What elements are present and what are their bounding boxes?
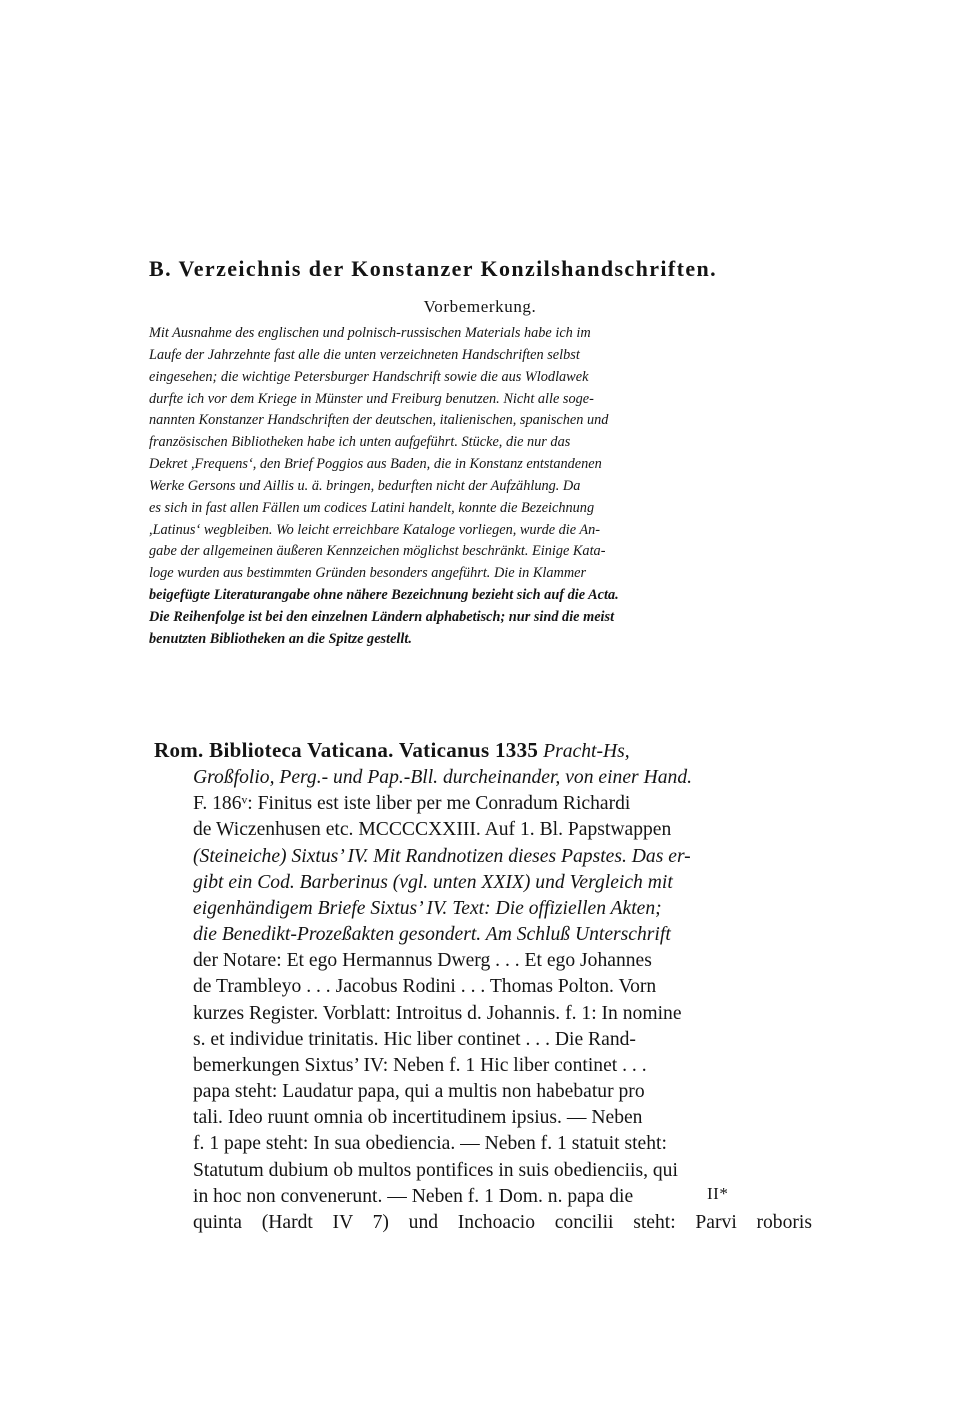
preface-line: nannten Konstanzer Handschriften der deutschen, italienischen, spanischen und [149, 412, 609, 429]
entry-line: quinta (Hardt IV 7) und Inchoacio concilii steht: Parvi roboris [193, 1211, 812, 1233]
entry-first-line [154, 737, 812, 765]
entry-line: de Trambleyo . . . Jacobus Rodini . . . Thomas Polton. Vorn [193, 976, 657, 998]
preface-line: gabe der allgemeinen äußeren Kennzeichen möglichst beschränkt. Einige Kata- [149, 543, 606, 560]
signature-mark: II* [707, 1184, 729, 1203]
entry-line: F. 186ᵛ: Finitus est iste liber per me Conradum Richardi [193, 793, 631, 815]
entry-line: s. et individue trinitatis. Hic liber continet . . . Die Rand- [193, 1028, 636, 1050]
preface-line: beigefügte Literaturangabe ohne nähere Bezeichnung bezieht sich auf die Acta. [149, 587, 619, 604]
preface-line: Mit Ausnahme des englischen und polnisch-russischen Materials habe ich im [149, 325, 591, 341]
entry-lead: Rom. Biblioteca Vaticana. Vaticanus 1335 [154, 738, 539, 762]
preface-paragraph [149, 323, 811, 651]
entry-line: de Wiczenhusen etc. MCCCCXXIII. Auf 1. Bl. Papstwappen [193, 819, 672, 841]
preface-line: Werke Gersons und Aillis u. ä. bringen, bedurften nicht der Aufzählung. Da [149, 477, 581, 494]
entry-line: Pracht-Hs, [543, 741, 630, 762]
preface-line: Die Reihenfolge ist bei den einzelnen Ländern alphabetisch; nur sind die meist [149, 608, 615, 625]
entry-line: eigenhändigem Briefe Sixtus’ IV. Text: Die offiziellen Akten; [193, 897, 662, 919]
preface-line: loge wurden aus bestimmten Gründen besonders angeführt. Die in Klammer [149, 565, 587, 582]
preface-line: ,Latinus‘ wegbleiben. Wo leicht erreichbare Kataloge vorliegen, wurde die An- [149, 521, 601, 538]
entry-line: tali. Ideo ruunt omnia ob incertitudinem ipsius. — Neben [193, 1107, 643, 1129]
entry-line: (Steineiche) Sixtus’ IV. Mit Randnotizen dieses Papstes. Das er- [193, 845, 691, 867]
preface-line: Dekret ,Frequens‘, den Brief Poggios aus Baden, die in Konstanz entstandenen [149, 456, 602, 473]
entry-line: in hoc non convenerunt. — Neben f. 1 Dom. n. papa die [193, 1185, 634, 1207]
entry-line: papa steht: Laudatur papa, qui a multis non habebatur pro [193, 1081, 645, 1103]
entry-line: gibt ein Cod. Barberinus (vgl. unten XXIX) und Vergleich mit [193, 871, 673, 893]
section-heading: B. Verzeichnis der Konstanzer Konzilshandschriften. [149, 256, 718, 281]
entry-line: Statutum dubium ob multos pontifices in suis obedienciis, qui [193, 1159, 678, 1181]
preface-line: benutzten Bibliotheken an die Spitze gestellt. [149, 630, 412, 647]
entry-line: bemerkungen Sixtus’ IV: Neben f. 1 Hic liber continet . . . [193, 1054, 647, 1076]
entry-line: Großfolio, Perg.- und Pap.-Bll. durcheinander, von einer Hand. [193, 767, 693, 789]
preface-line: Laufe der Jahrzehnte fast alle die unten verzeichneten Handschriften selbst [149, 346, 580, 363]
preface-title: Vorbemerkung. [423, 297, 537, 316]
preface-line: französischen Bibliotheken habe ich unten aufgeführt. Stücke, die nur das [149, 434, 571, 451]
entry-line: der Notare: Et ego Hermannus Dwerg . . . Et ego Johannes [193, 950, 652, 972]
preface-line: es sich in fast allen Fällen um codices Latini handelt, konnte die Bezeichnung [149, 499, 595, 516]
entry-line: f. 1 pape steht: In sua obediencia. — Neben f. 1 statuit steht: [193, 1133, 667, 1155]
catalog-entry [154, 737, 812, 1236]
preface-line: durfte ich vor dem Kriege in Münster und Freiburg benutzen. Nicht alle soge- [149, 390, 594, 407]
entry-line: kurzes Register. Vorblatt: Introitus d. Johannis. f. 1: In nomine [193, 1002, 682, 1024]
preface-line: eingesehen; die wichtige Petersburger Handschrift sowie die aus Wlodlawek [149, 368, 589, 385]
entry-line: die Benedikt-Prozeßakten gesondert. Am Schluß Unterschrift [193, 924, 671, 946]
